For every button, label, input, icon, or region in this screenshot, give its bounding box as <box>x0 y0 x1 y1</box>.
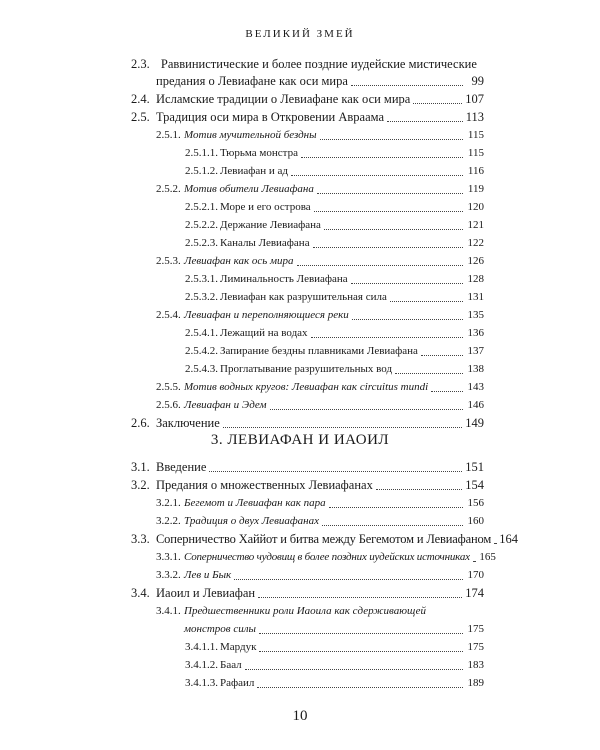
toc-entry-title: Традиция оси мира в Откровении Авраама <box>156 110 385 124</box>
toc-entry-title: Иаоил и Левиафан <box>156 586 256 600</box>
leader-dots <box>234 579 463 580</box>
toc-entry-title: Тюрьма монстра <box>220 147 298 159</box>
toc-entry-2-5-4-3[interactable] <box>185 362 484 377</box>
toc-entry-page: 146 <box>467 399 484 411</box>
toc-entry-number: 3.3.1. <box>156 551 181 563</box>
leader-dots <box>291 175 463 176</box>
toc-entry-page: 131 <box>467 291 484 303</box>
toc-entry-page: 164 <box>499 532 518 546</box>
leader-dots <box>258 597 462 598</box>
toc-entry-page: 189 <box>467 677 484 689</box>
leader-dots <box>301 157 463 158</box>
toc-entry-title: Бегемот и Левиафан как пара <box>184 497 326 509</box>
toc-entry-number: 2.5.2. <box>156 183 181 195</box>
toc-entry-page: 151 <box>465 460 484 474</box>
toc-entry-2-5[interactable] <box>131 110 484 125</box>
toc-entry-page: 175 <box>467 641 484 653</box>
toc-entry-number: 2.5.3.2. <box>185 291 218 303</box>
toc-entry-title: Левиафан и Эдем <box>184 399 267 411</box>
toc-entry-title: Каналы Левиафана <box>220 237 310 249</box>
toc-entry-page: 156 <box>467 497 484 509</box>
leader-dots <box>494 543 496 544</box>
leader-dots <box>259 633 463 634</box>
toc-entry-page: 143 <box>467 381 484 393</box>
toc-entry-page: 138 <box>467 363 484 375</box>
chapter-heading: 3. ЛЕВИАФАН И ИАОИЛ <box>210 432 390 448</box>
toc-entry-2-5-1[interactable] <box>156 128 484 143</box>
toc-entry-number: 2.5.5. <box>156 381 181 393</box>
toc-entry-number: 2.5.1. <box>156 129 181 141</box>
toc-entry-title: Проглатывание разрушительных вод <box>220 363 393 375</box>
leader-dots <box>376 489 462 490</box>
toc-entry-title: Раввинистические и более поздние иудейские мистические <box>160 57 477 71</box>
toc-entry-page: 107 <box>465 92 484 106</box>
toc-entry-3-1[interactable] <box>131 460 484 475</box>
toc-entry-number: 3.1. <box>131 460 150 474</box>
toc-entry-3-4[interactable] <box>131 586 484 601</box>
toc-entry-number: 2.5.2.2. <box>185 219 218 231</box>
toc-entry-3-3[interactable] <box>131 532 518 547</box>
toc-entry-title: Левиафан и переполняющиеся реки <box>184 309 349 321</box>
leader-dots <box>329 507 463 508</box>
toc-entry-number: 2.5.4.2. <box>185 345 218 357</box>
toc-entry-number: 2.3. <box>131 57 150 71</box>
leader-dots <box>395 373 463 374</box>
toc-entry-title: Заключение <box>156 416 220 430</box>
leader-dots <box>431 391 463 392</box>
toc-entry-page: 160 <box>467 515 484 527</box>
toc-entry-page: 121 <box>467 219 484 231</box>
toc-entry-2-4[interactable] <box>131 92 484 107</box>
toc-entry-title: Мотив мучительной бездны <box>184 129 317 141</box>
toc-entry-page: 122 <box>467 237 484 249</box>
toc-entry-page: 113 <box>465 110 484 124</box>
toc-entry-3-4-1-2[interactable] <box>185 658 484 673</box>
leader-dots <box>317 193 463 194</box>
toc-entry-page: 115 <box>467 147 484 159</box>
toc-entry-2-5-4[interactable] <box>156 308 484 323</box>
toc-entry-title: Предшественники роли Иаоила как сдерживающей <box>184 605 426 617</box>
toc-entry-number: 3.2. <box>131 478 150 492</box>
toc-entry-title: Мотив обители Левиафана <box>184 183 314 195</box>
leader-dots <box>473 561 475 562</box>
toc-entry-number: 3.4.1.3. <box>185 677 218 689</box>
toc-entry-title: Мардук <box>220 641 257 653</box>
toc-entry-number: 2.5.4.3. <box>185 363 218 375</box>
toc-entry-title-cont: монстров силы <box>184 623 256 635</box>
toc-entry-number: 3.4.1.1. <box>185 641 218 653</box>
toc-entry-page: 136 <box>467 327 484 339</box>
toc-entry-3-2-1[interactable] <box>156 496 484 511</box>
leader-dots <box>320 139 463 140</box>
toc-entry-2-5-4-1[interactable] <box>185 326 484 341</box>
running-head: ВЕЛИКИЙ ЗМЕЙ <box>245 28 355 40</box>
leader-dots <box>259 651 463 652</box>
toc-entry-2-5-6[interactable] <box>156 398 484 413</box>
toc-entry-2-5-4-2[interactable] <box>185 344 484 359</box>
toc-entry-number: 3.2.2. <box>156 515 181 527</box>
toc-entry-2-5-3[interactable] <box>156 254 484 269</box>
toc-entry-number: 2.5.3. <box>156 255 181 267</box>
leader-dots <box>245 669 463 670</box>
leader-dots <box>322 525 463 526</box>
toc-entry-page: 175 <box>467 623 484 635</box>
leader-dots <box>270 409 463 410</box>
toc-entry-title: Традиция о двух Левиафанах <box>184 515 319 527</box>
toc-entry-number: 2.6. <box>131 416 150 430</box>
toc-entry-title: Мотив водных кругов: Левиафан как circuitus mundi <box>184 381 429 393</box>
toc-entry-page: 170 <box>467 569 484 581</box>
toc-entry-number: 3.4.1. <box>156 605 181 617</box>
toc-entry-title: Левиафан и ад <box>220 165 288 177</box>
toc-entry-page: 120 <box>467 201 484 213</box>
toc-entry-title: Соперничество Хаййот и битва между Бегемотом и Левиафаном <box>156 532 492 546</box>
toc-entry-3-3-1[interactable] <box>156 550 496 565</box>
toc-entry-page: 126 <box>467 255 484 267</box>
leader-dots <box>314 211 463 212</box>
toc-entry-3-3-2[interactable] <box>156 568 484 583</box>
toc-entry-number: 2.5.4.1. <box>185 327 218 339</box>
toc-entry-number: 2.5.4. <box>156 309 181 321</box>
toc-entry-3-4-1-1[interactable] <box>185 640 484 655</box>
leader-dots <box>311 337 463 338</box>
leader-dots <box>257 687 463 688</box>
toc-entry-title: Баал <box>220 659 242 671</box>
toc-entry-page: 165 <box>479 551 496 563</box>
toc-entry-page: 149 <box>465 416 484 430</box>
toc-entry-page: 116 <box>467 165 484 177</box>
toc-entry-title: Лиминальность Левиафана <box>220 273 348 285</box>
toc-entry-page: 137 <box>467 345 484 357</box>
leader-dots <box>209 471 462 472</box>
toc-entry-title: Море и его острова <box>220 201 311 213</box>
leader-dots <box>387 121 463 122</box>
toc-entry-page: 154 <box>465 478 484 492</box>
toc-entry-2-5-3-2[interactable] <box>185 290 484 305</box>
toc-entry-page: 119 <box>467 183 484 195</box>
toc-entry-3-2-2[interactable] <box>156 514 484 529</box>
toc-entry-number: 3.4.1.2. <box>185 659 218 671</box>
toc-entry-2-5-3-1[interactable] <box>185 272 484 287</box>
toc-entry-number: 3.4. <box>131 586 150 600</box>
toc-entry-page: 99 <box>471 74 484 88</box>
leader-dots <box>324 229 463 230</box>
toc-entry-title: Лев и Бык <box>184 569 232 581</box>
toc-entry-number: 3.3.2. <box>156 569 181 581</box>
toc-entry-number: 2.5.6. <box>156 399 181 411</box>
toc-entry-page: 174 <box>465 586 484 600</box>
toc-entry-page: 183 <box>467 659 484 671</box>
toc-entry-title: Держание Левиафана <box>220 219 321 231</box>
toc-entry-title: Введение <box>156 460 207 474</box>
toc-entry-2-5-1-2[interactable] <box>185 164 484 179</box>
toc-entry-title: Запирание бездны плавниками Левиафана <box>220 345 418 357</box>
toc-entry-3-4-1-line1 <box>156 604 426 619</box>
leader-dots <box>313 247 463 248</box>
toc-entry-number: 2.4. <box>131 92 150 106</box>
leader-dots <box>413 103 462 104</box>
toc-entry-number: 2.5.1.2. <box>185 165 218 177</box>
toc-entry-page: 135 <box>467 309 484 321</box>
page-number: 10 <box>292 708 308 724</box>
toc-entry-number: 2.5.2.1. <box>185 201 218 213</box>
toc-entry-2-5-2-2[interactable] <box>185 218 484 233</box>
toc-entry-3-4-1-3[interactable] <box>185 676 484 691</box>
toc-entry-number: 2.5. <box>131 110 150 124</box>
leader-dots <box>352 319 463 320</box>
toc-entry-title: Предания о множественных Левиафанах <box>156 478 373 492</box>
toc-entry-number: 3.2.1. <box>156 497 181 509</box>
toc-entry-2-5-5[interactable] <box>156 380 484 395</box>
toc-entry-number: 3.3. <box>131 532 150 546</box>
toc-entry-2-5-2-1[interactable] <box>185 200 484 215</box>
toc-entry-title: Левиафан как ось мира <box>184 255 294 267</box>
toc-entry-number: 2.5.3.1. <box>185 273 218 285</box>
toc-entry-title: Соперничество чудовищ в более поздних иудейских источниках <box>184 551 470 563</box>
leader-dots <box>421 355 463 356</box>
toc-entry-title: Лежащий на водах <box>220 327 308 339</box>
toc-entry-2-3-line1 <box>131 57 477 72</box>
toc-entry-number: 2.5.1.1. <box>185 147 218 159</box>
toc-entry-number: 2.5.2.3. <box>185 237 218 249</box>
toc-entry-title-cont: предания о Левиафане как оси мира <box>156 74 348 88</box>
leader-dots <box>297 265 463 266</box>
toc-entry-2-3[interactable] <box>156 74 484 89</box>
toc-entry-title: Исламские традиции о Левиафане как оси мира <box>156 92 411 106</box>
toc-entry-2-5-2[interactable] <box>156 182 484 197</box>
toc-entry-2-6[interactable] <box>131 416 484 431</box>
toc-entry-3-4-1[interactable] <box>184 622 484 637</box>
leader-dots <box>390 301 463 302</box>
leader-dots <box>223 427 463 428</box>
leader-dots <box>351 85 463 86</box>
leader-dots <box>351 283 463 284</box>
toc-entry-3-2[interactable] <box>131 478 484 493</box>
toc-entry-page: 128 <box>467 273 484 285</box>
toc-entry-title: Левиафан как разрушительная сила <box>220 291 387 303</box>
toc-entry-title: Рафаил <box>220 677 255 689</box>
toc-entry-2-5-2-3[interactable] <box>185 236 484 251</box>
toc-entry-page: 115 <box>467 129 484 141</box>
toc-entry-2-5-1-1[interactable] <box>185 146 484 161</box>
